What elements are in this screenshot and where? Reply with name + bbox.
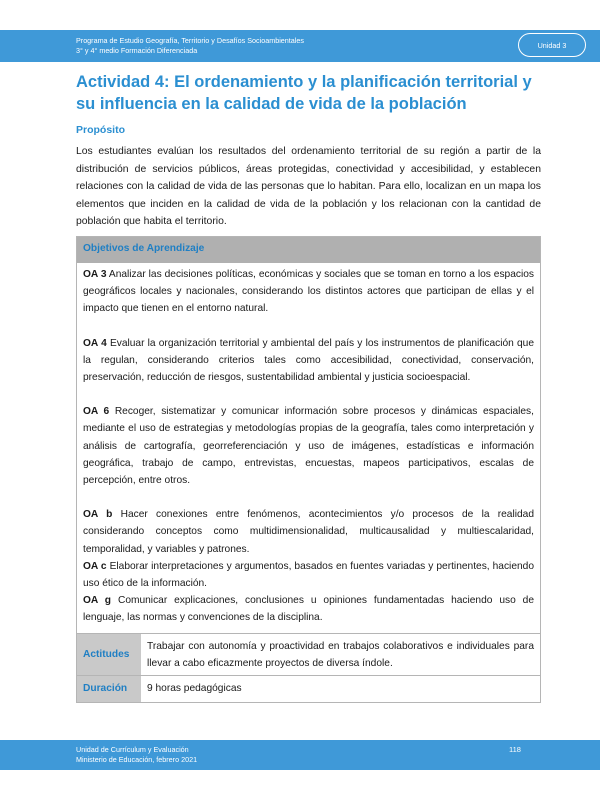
purpose-heading: Propósito (76, 124, 125, 136)
objective-text: Evaluar la organización territorial y ambiental del país y los instrumentos de planificación que la regulan, considerando criterios tales como accesibilidad, conectividad, conservación, preservación, reducción de riesgos, sustentabilidad ambiental y justicia socioespacial. (83, 337, 535, 384)
objective-text: Analizar las decisiones políticas, económicas y sociales que se toman en torno a los espacios geográficos locales y nacionales, considerando los distintos actores que participan de ellas y el impacto que tienen en el entorno natural. (83, 269, 534, 315)
objectives-list (77, 263, 540, 633)
objective-item (83, 506, 534, 558)
objectives-header: Objetivos de Aprendizaje (77, 237, 540, 263)
objective-code: OA 6 (83, 406, 110, 418)
unit-badge: Unidad 3 (518, 33, 586, 57)
page-header (0, 30, 600, 62)
attitudes-label: Actitudes (77, 634, 141, 675)
purpose-text: Los estudiantes evalúan los resultados del ordenamiento territorial de su región a partir de la distribución de servicios públicos, áreas protegidas, conectividad y accesibilidad, y establecen relaciones con la calidad de vida de las personas que lo habitan. Para ello, localizan en un mapa los elementos que inciden en la calidad de vida de la población y los relacionan con la cantidad de población que habita el territorio. (76, 146, 541, 227)
objectives-table (76, 236, 541, 703)
program-title: Programa de Estudio Geografía, Territorio y Desafíos Socioambientales (76, 36, 304, 45)
objective-item (83, 403, 534, 489)
objective-code: OA b (83, 509, 113, 521)
objective-item (83, 335, 534, 387)
page-footer (0, 740, 600, 770)
program-level: 3° y 4° medio Formación Diferenciada (76, 46, 198, 55)
objective-code: OA 3 (83, 269, 107, 280)
duration-text: 9 horas pedagógicas (147, 682, 242, 694)
attitudes-text: Trabajar con autonomía y proactividad en trabajos colaborativos e individuales para llevar a cabo eficazmente proyectos de diversa índole. (147, 640, 534, 669)
attitudes-row (77, 633, 540, 675)
objective-code: OA c (83, 560, 107, 572)
footer-unit: Unidad de Currículum y Evaluación (76, 745, 189, 754)
duration-row (77, 675, 540, 702)
objective-text: Recoger, sistematizar y comunicar información sobre procesos y dinámicas espaciales, mediante el uso de estrategias y metodologías propias de la geografía, tales como interpretación y análisis de cartografía, georreferenciación y uso de imágenes, estadísticas e información geográfica, trabajo de campo, entrevistas, encuestas, mapeos participativos, escalas de percepción, entre otros. (83, 406, 534, 487)
objective-text: Elaborar interpretaciones y argumentos, basados en fuentes variadas y pertinentes, haciendo uso ético de la información. (83, 560, 534, 590)
objective-text: Comunicar explicaciones, conclusiones u opiniones fundamentadas haciendo uso de lenguaje, las normas y convenciones de la disciplina. (83, 595, 534, 624)
objective-item (83, 266, 534, 318)
activity-title: Actividad 4: El ordenamiento y la planificación territorial y su influencia en la calidad de vida de la población (76, 73, 532, 113)
objective-text: Hacer conexiones entre fenómenos, acontecimientos y/o procesos de la realidad considerando conceptos como multidimensionalidad, multicausalidad y multiescalaridad, temporalidad, y variables y patrones. (83, 509, 534, 555)
page-number: 118 (509, 745, 521, 754)
objective-code: OA g (83, 595, 112, 607)
objective-item (83, 558, 534, 592)
objective-code: OA 4 (83, 337, 107, 349)
objective-item (83, 592, 534, 626)
footer-ministry: Ministerio de Educación, febrero 2021 (76, 755, 198, 764)
duration-label: Duración (77, 676, 141, 702)
